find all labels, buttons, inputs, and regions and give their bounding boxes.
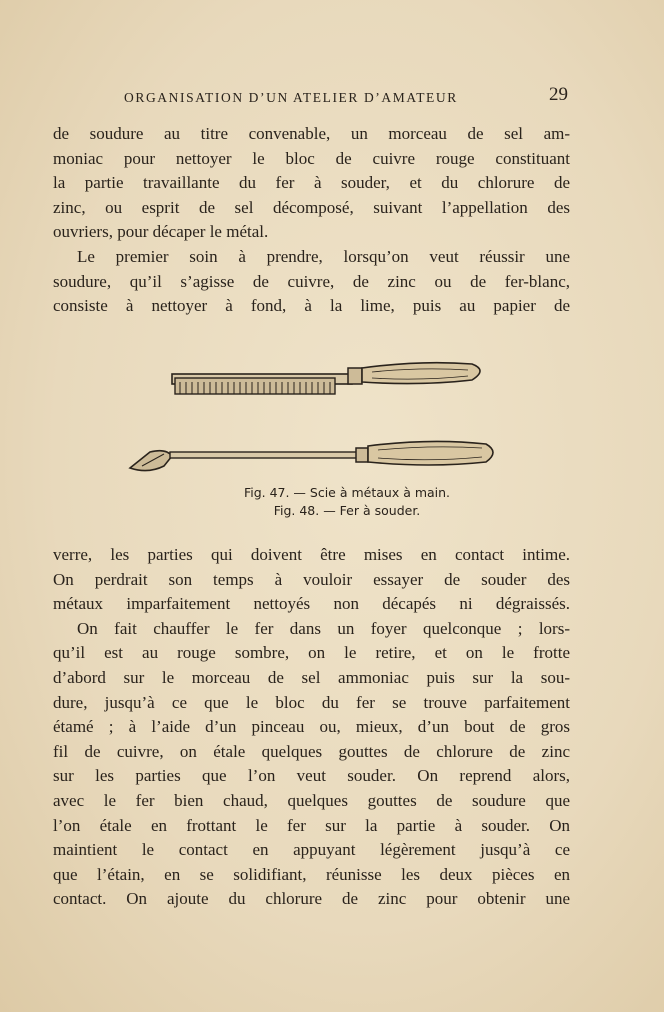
figure-illustration: [120, 350, 510, 480]
text-line: sur les parties que l’on veut souder. On reprend alors,: [53, 766, 570, 786]
page-number: 29: [549, 84, 568, 105]
text-line: la partie travaillante du fer à souder, et du chlorure de: [53, 173, 570, 193]
text-line: Le premier soin à prendre, lorsqu’on veut réussir une: [77, 246, 570, 266]
text-line: moniac pour nettoyer le bloc de cuivre rouge constituant: [53, 148, 570, 168]
figure-caption: Fig. 48. — Fer à souder.: [273, 503, 421, 518]
text-line: maintient le contact en appuyant légèrement jusqu’à ce: [53, 840, 570, 860]
figure-drawings: [120, 350, 510, 480]
text-line: étamé ; à l’aide d’un pinceau ou, mieux, d’un bout de gros: [53, 717, 570, 737]
text-line: soudure, qu’il s’agisse de cuivre, de zinc ou de fer-blanc,: [53, 271, 570, 291]
text-line: consiste à nettoyer à fond, à la lime, puis au papier de: [53, 296, 570, 316]
figure-captions: [0, 484, 664, 520]
text-line: ouvriers, pour décaper le métal.: [53, 222, 269, 242]
body-text-bottom: [53, 543, 570, 912]
text-line: d’abord sur le morceau de sel ammoniac puis sur la sou-: [53, 667, 570, 687]
hand-saw-icon: [172, 363, 480, 394]
text-line: On fait chauffer le fer dans un foyer quelconque ; lors-: [77, 618, 570, 638]
text-line: zinc, ou esprit de sel décomposé, suivant l’appellation des: [53, 197, 570, 217]
text-line: de soudure au titre convenable, un morceau de sel am-: [53, 124, 570, 143]
text-line: qu’il est au rouge sombre, on le retire, et on le frotte: [53, 643, 570, 663]
text-line: fil de cuivre, on étale quelques gouttes de chlorure de zinc: [53, 741, 570, 761]
text-line: dure, jusqu’à ce que le bloc du fer se trouve parfaitement: [53, 692, 570, 712]
figure-caption: Fig. 47. — Scie à métaux à main.: [243, 485, 451, 500]
text-line: verre, les parties qui doivent être mises en contact intime.: [53, 545, 570, 564]
running-title: ORGANISATION D’UN ATELIER D’AMATEUR: [124, 90, 458, 105]
text-line: l’on étale en frottant le fer sur la partie à souder. On: [53, 815, 570, 835]
soldering-iron-icon: [130, 441, 493, 470]
text-line: On perdrait son temps à vouloir essayer de souder des: [53, 569, 570, 589]
text-line: contact. On ajoute du chlorure de zinc pour obtenir une: [53, 889, 570, 909]
text-line: métaux imparfaitement nettoyés non décapés ni dégraissés.: [53, 594, 570, 614]
text-line: que l’étain, en se solidifiant, réunisse les deux pièces en: [53, 864, 570, 884]
body-text-top: [53, 122, 570, 319]
page-header: [124, 84, 574, 108]
text-line: avec le fer bien chaud, quelques gouttes de soudure que: [53, 790, 570, 810]
